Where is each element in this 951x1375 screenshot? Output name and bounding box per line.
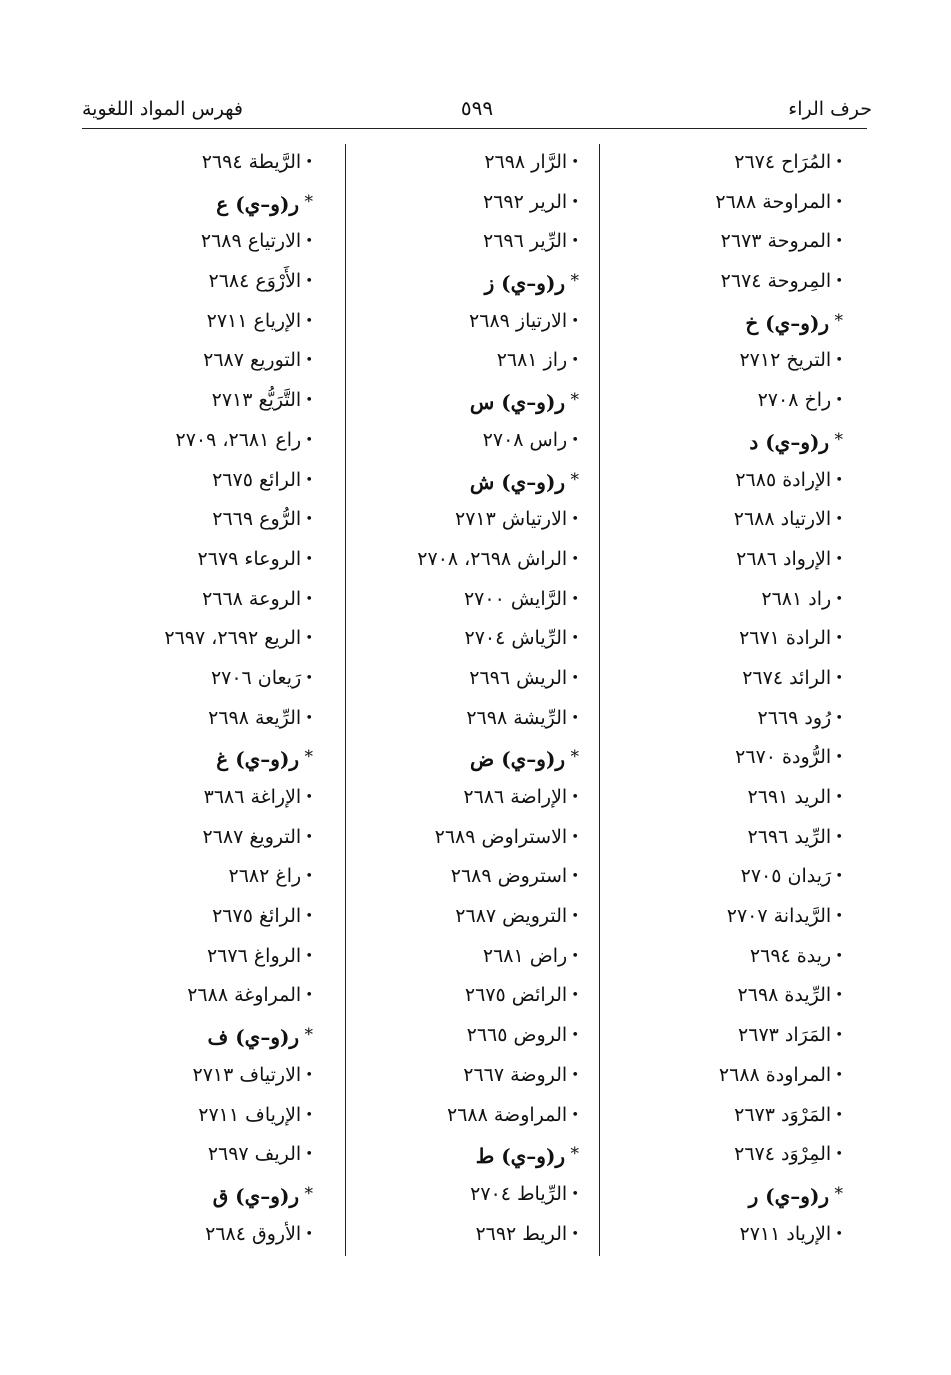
index-entry: • الرائع ٢٦٧٥ <box>164 461 313 501</box>
index-entry: • الرِّياش ٢٧٠٤ <box>417 619 579 659</box>
index-entry: • الارتياع ٢٦٨٩ <box>164 222 313 262</box>
header-chapter-title: حرف الراء <box>788 98 872 120</box>
index-entry: • الراش ٢٦٩٨، ٢٧٠٨ <box>417 540 579 580</box>
index-entry: • الترويغ ٢٦٨٧ <box>164 818 313 858</box>
root-heading: * ر(و–ي) ش <box>417 461 579 501</box>
index-entry: • الرَّيدانة ٢٧٠٧ <box>715 897 843 937</box>
right-column <box>715 143 843 1254</box>
index-entry: • الإرياد ٢٧١١ <box>715 1215 843 1255</box>
index-entry: • راع ٢٦٨١، ٢٧٠٩ <box>164 421 313 461</box>
index-entry: • الرَّايش ٢٧٠٠ <box>417 580 579 620</box>
index-entry: • رُود ٢٦٦٩ <box>715 699 843 739</box>
index-entry: • الرَّار ٢٦٩٨ <box>417 143 579 183</box>
index-entry: • الرير ٢٦٩٢ <box>417 183 579 223</box>
index-entry: • الاستراوض ٢٦٨٩ <box>417 818 579 858</box>
index-entry: • المروحة ٢٦٧٣ <box>715 222 843 262</box>
index-entry: • رَيعان ٢٧٠٦ <box>164 659 313 699</box>
middle-column <box>417 143 579 1254</box>
index-entry: • المراوحة ٢٦٨٨ <box>715 183 843 223</box>
root-heading: * ر(و–ي) ع <box>164 183 313 223</box>
index-entry: • الإرياع ٢٧١١ <box>164 302 313 342</box>
column-divider-left <box>345 144 346 1256</box>
index-entry: • الرِّيعة ٢٦٩٨ <box>164 699 313 739</box>
index-entry: • الإراضة ٢٦٨٦ <box>417 778 579 818</box>
index-entry: • الأروق ٢٦٨٤ <box>164 1215 313 1255</box>
index-entry: • الروعاء ٢٦٧٩ <box>164 540 313 580</box>
index-entry: • المُرَاح ٢٦٧٤ <box>715 143 843 183</box>
index-entry: • الرائض ٢٦٧٥ <box>417 976 579 1016</box>
left-column <box>164 143 313 1254</box>
index-entry: • الريش ٢٦٩٦ <box>417 659 579 699</box>
index-entry: • الترويض ٢٦٨٧ <box>417 897 579 937</box>
index-entry: • الريع ٢٦٩٢، ٢٦٩٧ <box>164 619 313 659</box>
index-entry: • راز ٢٦٨١ <box>417 341 579 381</box>
index-entry: • الرَّيطة ٢٦٩٤ <box>164 143 313 183</box>
index-entry: • الارتياش ٢٧١٣ <box>417 500 579 540</box>
index-entry: • راخ ٢٧٠٨ <box>715 381 843 421</box>
index-entry: • الريط ٢٦٩٢ <box>417 1215 579 1255</box>
header-rule <box>82 128 867 129</box>
index-entry: • المَرَاد ٢٦٧٣ <box>715 1016 843 1056</box>
root-heading: * ر(و–ي) ز <box>417 262 579 302</box>
index-entry: • الإرياف ٢٧١١ <box>164 1096 313 1136</box>
root-heading: * ر(و–ي) خ <box>715 302 843 342</box>
header-index-title: فهرس المواد اللغوية <box>82 98 244 120</box>
column-divider-right <box>599 144 600 1256</box>
index-entry: • الرائد ٢٦٧٤ <box>715 659 843 699</box>
index-entry: • الارتياد ٢٦٨٨ <box>715 500 843 540</box>
root-heading: * ر(و–ي) ق <box>164 1175 313 1215</box>
index-entry: • ريدة ٢٦٩٤ <box>715 937 843 977</box>
index-entry: • المِروحة ٢٦٧٤ <box>715 262 843 302</box>
root-heading: * ر(و–ي) د <box>715 421 843 461</box>
index-entry: • الرِّيشة ٢٦٩٨ <box>417 699 579 739</box>
root-heading: * ر(و–ي) ر <box>715 1175 843 1215</box>
index-entry: • المِرْوَد ٢٦٧٤ <box>715 1135 843 1175</box>
index-entry: • المراودة ٢٦٨٨ <box>715 1056 843 1096</box>
index-entry: • الارتياف ٢٧١٣ <box>164 1056 313 1096</box>
index-entry: • الريد ٢٦٩١ <box>715 778 843 818</box>
index-entry: • التَّرَيُّع ٢٧١٣ <box>164 381 313 421</box>
index-entry: • التوريع ٢٦٨٧ <box>164 341 313 381</box>
index-entry: • الرائغ ٢٦٧٥ <box>164 897 313 937</box>
index-entry: • راد ٢٦٨١ <box>715 580 843 620</box>
index-entry: • الرِّيد ٢٦٩٦ <box>715 818 843 858</box>
root-heading: * ر(و–ي) س <box>417 381 579 421</box>
index-entry: • الإرادة ٢٦٨٥ <box>715 461 843 501</box>
index-entry: • الرِّيدة ٢٦٩٨ <box>715 976 843 1016</box>
index-entry: • التريخ ٢٧١٢ <box>715 341 843 381</box>
index-entry: • الروضة ٢٦٦٧ <box>417 1056 579 1096</box>
index-entry: • الإراغة ٣٦٨٦ <box>164 778 313 818</box>
index-entry: • الرِّياط ٢٧٠٤ <box>417 1175 579 1215</box>
index-entry: • الرادة ٢٦٧١ <box>715 619 843 659</box>
index-entry: • المَرْوَد ٢٦٧٣ <box>715 1096 843 1136</box>
index-entry: • راض ٢٦٨١ <box>417 937 579 977</box>
root-heading: * ر(و–ي) ف <box>164 1016 313 1056</box>
index-entry: • راغ ٢٦٨٢ <box>164 857 313 897</box>
index-entry: • الرُّودة ٢٦٧٠ <box>715 738 843 778</box>
index-entry: • الرِّير ٢٦٩٦ <box>417 222 579 262</box>
page-header <box>82 92 872 128</box>
index-entry: • استروض ٢٦٨٩ <box>417 857 579 897</box>
index-entry: • رَيدان ٢٧٠٥ <box>715 857 843 897</box>
index-entry: • الارتياز ٢٦٨٩ <box>417 302 579 342</box>
index-entry: • الرُّوع ٢٦٦٩ <box>164 500 313 540</box>
index-entry: • المراوضة ٢٦٨٨ <box>417 1096 579 1136</box>
index-entry: • المراوغة ٢٦٨٨ <box>164 976 313 1016</box>
index-entry: • راس ٢٧٠٨ <box>417 421 579 461</box>
root-heading: * ر(و–ي) غ <box>164 738 313 778</box>
index-entry: • الإرواد ٢٦٨٦ <box>715 540 843 580</box>
index-entry: • الرواغ ٢٦٧٦ <box>164 937 313 977</box>
index-entry: • الروعة ٢٦٦٨ <box>164 580 313 620</box>
index-entry: • الروض ٢٦٦٥ <box>417 1016 579 1056</box>
index-entry: • الأَرْوَع ٢٦٨٤ <box>164 262 313 302</box>
root-heading: * ر(و–ي) ض <box>417 738 579 778</box>
root-heading: * ر(و–ي) ط <box>417 1135 579 1175</box>
index-entry: • الريف ٢٦٩٧ <box>164 1135 313 1175</box>
page-number: ٥٩٩ <box>460 96 494 120</box>
